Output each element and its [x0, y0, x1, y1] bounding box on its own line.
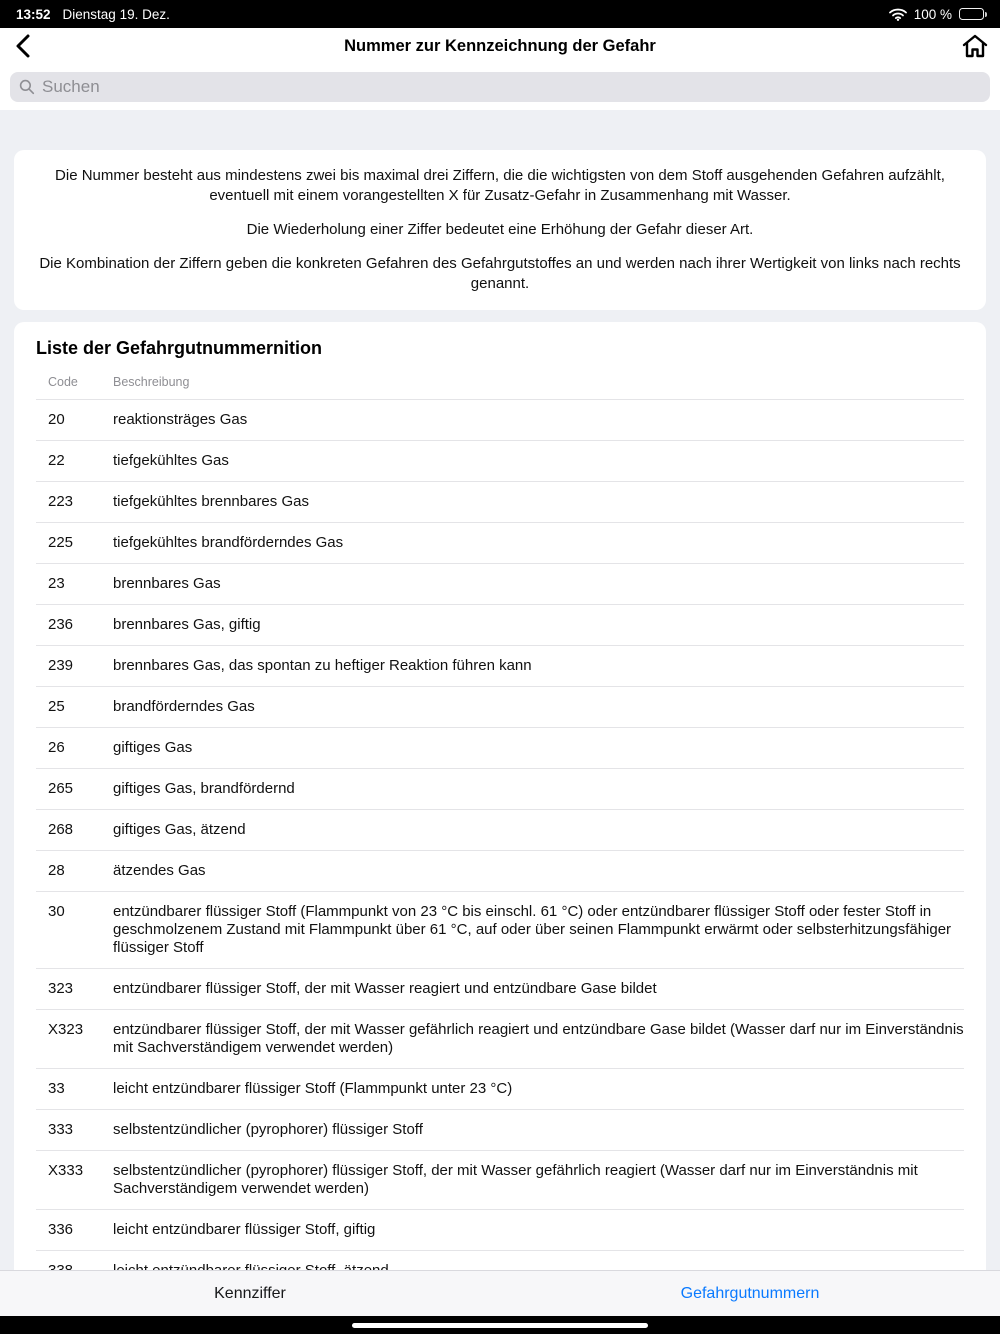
row-code: 23 [48, 575, 65, 592]
table-row [36, 605, 964, 646]
table-row [36, 1151, 964, 1210]
row-description: selbstentzündlicher (pyrophorer) flüssiger Stoff [113, 1121, 423, 1138]
home-indicator[interactable] [352, 1323, 648, 1328]
table-row [36, 523, 964, 564]
status-bar-right [889, 7, 984, 22]
row-code: 225 [48, 534, 74, 551]
table-row [36, 969, 964, 1010]
back-chevron-icon [13, 33, 33, 59]
row-description: brennbares Gas [113, 575, 221, 592]
table-header [36, 371, 964, 400]
page-title: Nummer zur Kennzeichnung der Gefahr [344, 36, 656, 55]
back-button[interactable] [6, 31, 40, 61]
row-description: reaktionsträges Gas [113, 411, 248, 428]
row-code: 333 [48, 1121, 74, 1138]
status-bar-left [16, 7, 170, 22]
table-row [36, 851, 964, 892]
table-row [36, 769, 964, 810]
wifi-icon [889, 8, 907, 21]
column-header-code: Code [48, 375, 78, 389]
row-code: 28 [48, 862, 65, 879]
row-code: 265 [48, 780, 74, 797]
tab-kennziffer[interactable]: Kennziffer [214, 1284, 286, 1302]
row-description: brandförderndes Gas [113, 698, 255, 715]
row-description: tiefgekühltes brandförderndes Gas [113, 534, 344, 551]
table-row [36, 1210, 964, 1251]
row-code: 323 [48, 980, 74, 997]
table-row [36, 400, 964, 441]
row-description: selbstentzündlicher (pyrophorer) flüssiger Stoff, der mit Wasser gefährlich reagiert (Wasser darf nur im Einverständnis mit Sachverständigem verwendet werden) [113, 1162, 918, 1197]
row-code: X333 [48, 1162, 84, 1179]
row-code: 268 [48, 821, 74, 838]
row-code: 33 [48, 1080, 65, 1097]
row-code: 25 [48, 698, 65, 715]
intro-paragraph-2: Die Wiederholung einer Ziffer bedeutet eine Erhöhung der Gefahr dieser Art. [246, 221, 754, 238]
row-code: 336 [48, 1221, 74, 1238]
home-icon [961, 33, 989, 59]
row-code: 236 [48, 616, 74, 633]
row-description: brennbares Gas, das spontan zu heftiger Reaktion führen kann [113, 657, 532, 674]
list-title: Liste der Gefahrgutnummernition [36, 338, 323, 358]
row-description: leicht entzündbarer flüssiger Stoff (Flammpunkt unter 23 °C) [113, 1080, 513, 1097]
table-row [36, 728, 964, 769]
hazard-list-card [14, 322, 986, 1334]
status-bar [0, 0, 1000, 28]
intro-paragraph-1: Die Nummer besteht aus mindestens zwei bis maximal drei Ziffern, die die wichtigsten von dem Stoff ausgehenden Gefahren aufzählt, eventuell mit einem vorangestellten X für Zusatz-Gefahr in Zusammenhang mit Wasser. [55, 167, 945, 204]
row-description: tiefgekühltes brennbares Gas [113, 493, 309, 510]
search-strip [0, 64, 1000, 110]
bottom-tab-bar [0, 1270, 1000, 1316]
nav-bar [0, 28, 1000, 64]
row-code: 223 [48, 493, 74, 510]
table-row [36, 441, 964, 482]
row-description: entzündbarer flüssiger Stoff (Flammpunkt von 23 °C bis einschl. 61 °C) oder entzündbarer flüssiger Stoff oder fester Stoff in geschmolzenem Zustand mit Flammpunkt über 61 °C, auf oder über seinen Flammpunkt erwärmt oder selbsterhitzungsfähiger flüssiger Stoff [113, 903, 952, 956]
table-row [36, 646, 964, 687]
home-bar [0, 1316, 1000, 1334]
row-description: giftiges Gas, ätzend [113, 821, 246, 838]
row-code: X323 [48, 1021, 84, 1038]
table-row [36, 564, 964, 605]
table-row [36, 1069, 964, 1110]
table-row [36, 1110, 964, 1151]
battery-icon [959, 8, 984, 20]
row-description: entzündbarer flüssiger Stoff, der mit Wasser reagiert und entzündbare Gase bildet [113, 980, 657, 997]
row-description: ätzendes Gas [113, 862, 206, 879]
status-date: Dienstag 19. Dez. [62, 6, 170, 22]
row-description: tiefgekühltes Gas [113, 452, 229, 469]
row-description: giftiges Gas, brandfördernd [113, 780, 295, 797]
row-code: 26 [48, 739, 65, 756]
table-row [36, 810, 964, 851]
table-row [36, 687, 964, 728]
table-row [36, 482, 964, 523]
row-code: 22 [48, 452, 65, 469]
row-code: 30 [48, 903, 65, 920]
tab-gefahrgutnummern[interactable]: Gefahrgutnummern [680, 1284, 820, 1302]
table-row [36, 892, 964, 969]
search-field[interactable] [10, 72, 990, 102]
search-icon [19, 79, 35, 95]
row-code: 20 [48, 411, 65, 428]
status-time: 13:52 [16, 6, 51, 22]
row-description: brennbares Gas, giftig [113, 616, 261, 633]
intro-card [14, 150, 986, 310]
home-button[interactable] [958, 31, 992, 61]
search-input[interactable] [40, 76, 981, 98]
intro-paragraph-3: Die Kombination der Ziffern geben die konkreten Gefahren des Gefahrgutstoffes an und werden nach ihrer Wertigkeit von links nach rechts genannt. [39, 255, 961, 292]
hazard-table-body [14, 400, 986, 1292]
row-code: 239 [48, 657, 74, 674]
table-row [36, 1010, 964, 1069]
column-header-description: Beschreibung [113, 375, 190, 389]
row-description: entzündbarer flüssiger Stoff, der mit Wasser gefährlich reagiert und entzündbare Gase bildet (Wasser darf nur im Einverständnis mit Sachverständigem verwendet werden) [113, 1021, 964, 1056]
row-description: giftiges Gas [113, 739, 193, 756]
row-description: leicht entzündbarer flüssiger Stoff, giftig [113, 1221, 376, 1238]
battery-percent-label: 100 % [913, 6, 952, 22]
